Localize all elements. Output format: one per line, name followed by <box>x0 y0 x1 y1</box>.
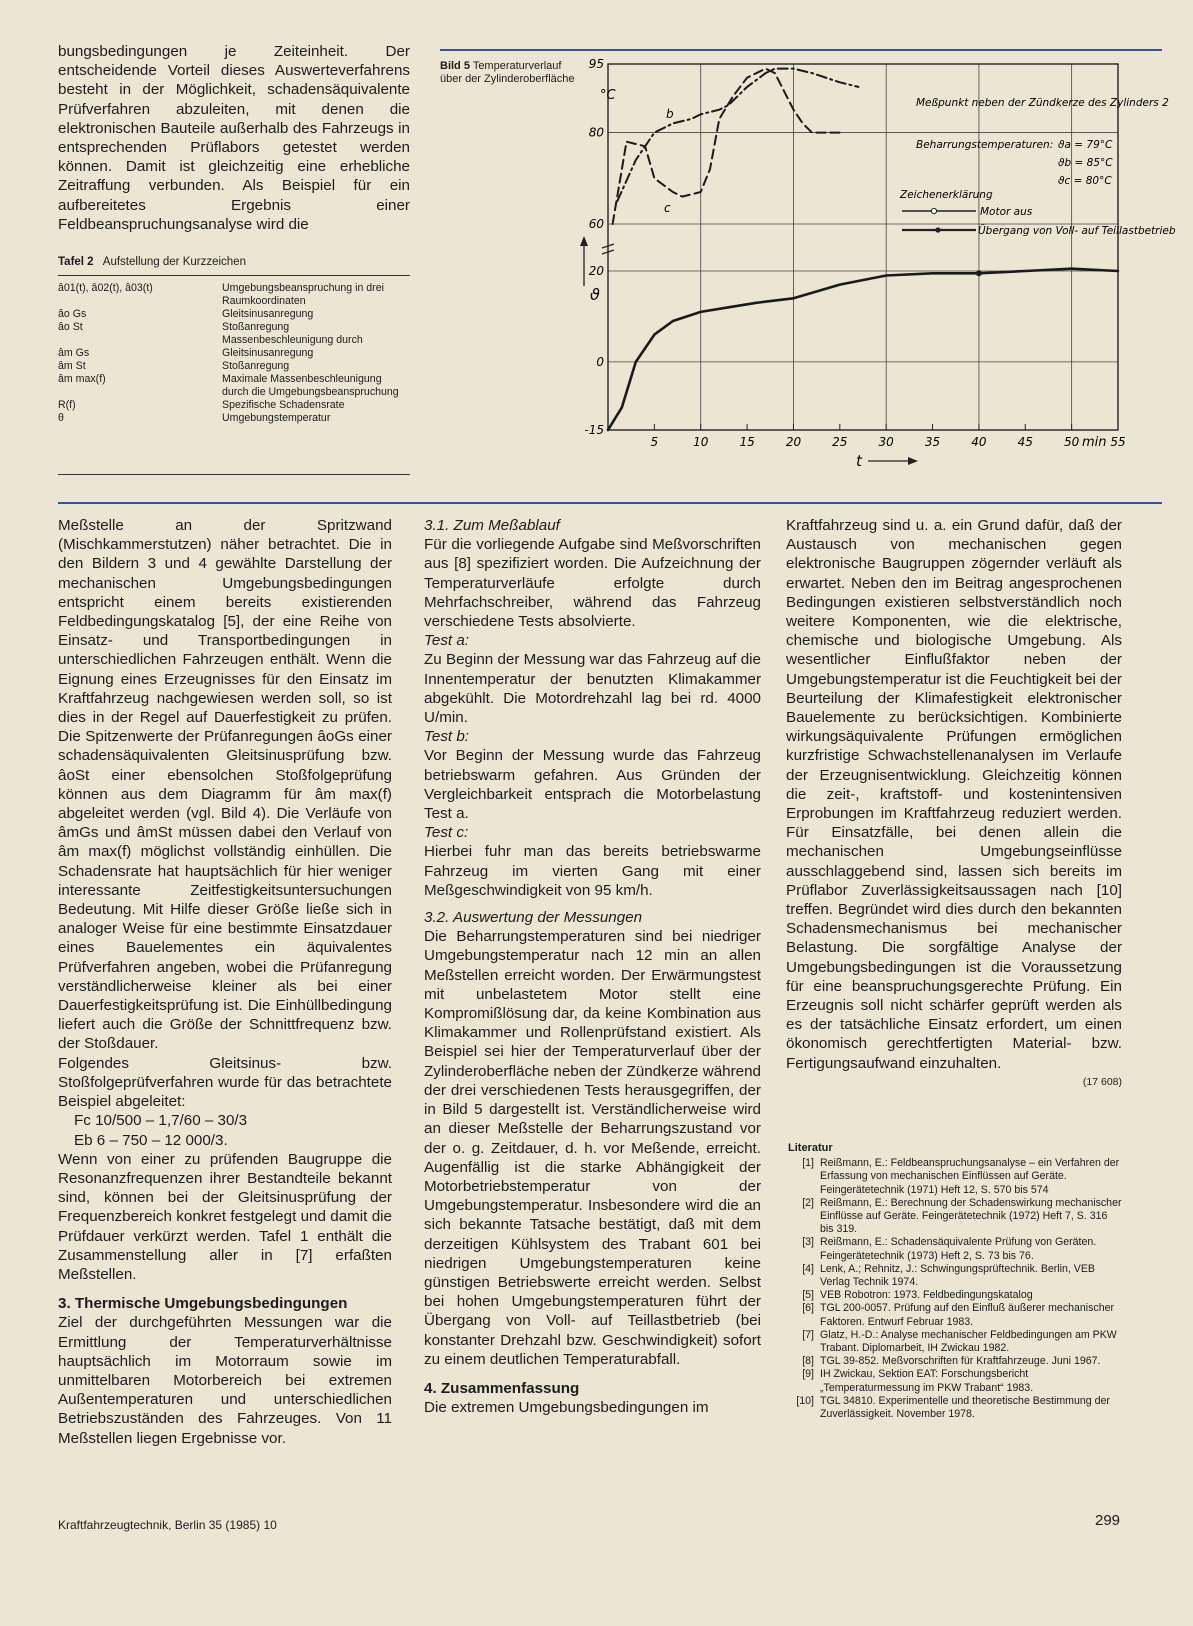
list-item: [9] IH Zwickau, Sektion EAT: Forschungsbericht „Temperaturmessung im PKW Trabant“ 1983. <box>802 1368 1034 1394</box>
chart-grid <box>608 64 1118 430</box>
formula: Fc 10/500 – 1,7/60 – 30/3 <box>74 1112 248 1130</box>
table-label: Tafel 2 <box>58 256 94 268</box>
paragraph: Zu Beginn der Messung war das Fahrzeug auf die Innentemperatur der benutzten Klimakammer abgekühlt. Die Motordrehzahl lag bei rd. 4000 U/min. <box>424 651 761 727</box>
x-axis-arrowhead <box>908 457 918 465</box>
table-cell-symbol: âm Gs <box>58 347 90 359</box>
transition-marker <box>976 270 982 276</box>
table-cell-symbol: R(f) <box>58 399 76 411</box>
annotation-beh-c: ϑc = 80°C <box>1058 175 1112 187</box>
paragraph: Die extremen Umgebungsbedingungen im <box>424 1399 709 1417</box>
col3-text <box>786 516 1122 1092</box>
table-cell-symbol: âm max(f) <box>58 373 106 385</box>
test-label: Test a: <box>424 632 470 650</box>
legend-motor-marker <box>931 208 936 213</box>
y-tick-label: 60 <box>588 217 604 231</box>
table-cell-description: Gleitsinusanregung <box>222 347 314 359</box>
y-tick-label: 20 <box>588 264 604 278</box>
x-tick-label: 55 <box>1110 435 1126 449</box>
list-item: [8] TGL 39-852. Meßvorschriften für Kraftfahrzeuge. Juni 1967. <box>802 1355 1101 1368</box>
table-cell-description: Spezifische Schadensrate <box>222 399 345 411</box>
table-row <box>58 321 410 334</box>
table-row <box>58 360 410 373</box>
series-line-a <box>608 269 1118 430</box>
table-cell-description: Maximale Massenbeschleunigung durch die Umgebungsbeanspruchung <box>222 373 399 398</box>
legend-uebergang: Übergang von Voll- auf Teillastbetrieb <box>978 225 1176 237</box>
table-cell-symbol: θ <box>58 412 64 424</box>
chart-annotation <box>899 97 1176 237</box>
table-row <box>58 347 410 360</box>
table-row <box>58 308 410 321</box>
table-rule-bottom <box>58 474 410 475</box>
paragraph: Hierbei fuhr man das bereits betriebswarme Fahrzeug im vierten Gang mit einer Meßgeschwindigkeit von 95 km/h. <box>424 843 761 899</box>
page-number: 299 <box>1095 1512 1121 1529</box>
x-tick-label: 15 <box>739 435 755 449</box>
table-cell-description: Massenbeschleunigung durch <box>222 334 363 346</box>
paragraph: Die Beharrungstemperaturen sind bei niedriger Umgebungstemperatur nach 12 min an allen Meßstellen erreicht worden. Der Erwärmungstest mit unbelastetem Motor stellt eine Kompromißlösung dar, da keine Kombination aus Klimakammer und Rollenprüfstand existiert. Als Beispiel sei hier der Temperaturverlauf über der Zylinderoberfläche neben der Zündkerze während der drei verschiedenen Tests herausgegriffen, der in Bild 5 dargestellt ist. Verständlicherweise wird an dieser Meßstelle der Beharrungszustand vor der o. g. Zeitdauer, d. h. vor Meßende, erreicht. Augenfällig ist die starke Abhängigkeit der Motorbetriebstemperatur von der Umgebungstemperatur. Insbesondere wird die an sich bekannte Tatsache bestätigt, daß mit dem derzeitigen Kühlsystem des Trabant 601 bei niedrigen Umgebungstemperaturen keine günstigen Betriebswerte erreicht werden. Selbst bei hohen Umgebungstemperaturen führt der Übergang von Voll- auf Teillastbetrieb (bei konstanter Drehzahl bzw. Geschwindigkeit) sofort zu einem deutlichen Temperaturabfall. <box>424 928 761 1368</box>
list-item: [3] Reißmann, E.: Schadensäquivalente Prüfung von Geräten. Feingerätetechnik (1973) Heft 2, S. 73 bis 76. <box>802 1236 1097 1262</box>
section-heading: 3. Thermische Umgebungsbedingungen <box>58 1295 348 1313</box>
annotation-beh-b: ϑb = 85°C <box>1058 157 1113 169</box>
table-row <box>58 282 410 308</box>
list-item: [5] VEB Robotron: 1973. Feldbedingungskatalog <box>802 1289 1033 1302</box>
curve-label-c: c <box>664 201 671 215</box>
chart-axes <box>602 64 1118 430</box>
x-tick-label: 25 <box>832 435 848 449</box>
test-label: Test c: <box>424 824 469 842</box>
paragraph: Folgendes Gleitsinus- bzw. Stoßfolgeprüfverfahren wurde für das betrachtete Beispiel abgeleitet: <box>58 1054 392 1111</box>
paragraph: Meßstelle an der Spritzwand (Mischkammerstutzen) näher betrachtet. Die in den Bildern 3 und 4 gewählte Darstellung der mechanischen Umgebungsbedingungen entspricht einem bereits existierenden Feldbedingungskatalog [5], der eine Reihe von Einsatz- und Transportbedingungen in unterschiedlichen Fahrzeugen enthält. Wenn die Eignung eines Erzeugnisses für den Einsatz im Kraftfahrzeug nachgewiesen werden soll, so ist dies in der Regel auf Dauerfestigkeit zu prüfen. Die Spitzenwerte der Prüfanregungen âoGs einer schadensäquivalenten Gleitsinusprüfung bzw. âoSt einer ebensolchen Stoßfolgeprüfung können aus dem Diagramm für âm max(f) abgeleitet werden (vgl. Bild 4). Die Verläufe von âmGs und âmSt müssen dabei den Verlauf von âm max(f) möglichst vollständig einhüllen. Die Schadensrate hat hauptsächlich für hier weniger interessante Zeitfestigkeitsuntersuchungen Bedeutung. Mit Hilfe dieser Größe ließe sich in analoger Weise für eine bestimmte Einsatzdauer eines Bauelementes ein äquivalentes Prüfverfahren angeben, wobei die Prüfanregung verständlicherweise kleiner als bei einer Dauerfestigkeitsprüfung ist. Die Einhüllbedingung liefert auch die Größe der Schnittfrequenz bzw. der Stoßdauer. <box>58 517 392 1053</box>
table-cell-symbol <box>58 334 222 347</box>
literature-heading: Literatur <box>788 1142 833 1154</box>
x-tick-label: 35 <box>924 435 941 449</box>
table-cell-description: Gleitsinusanregung <box>222 308 314 320</box>
y-axis-unit-label: °C <box>600 88 616 103</box>
table-cell-description: Umgebungstemperatur <box>222 412 331 424</box>
table-caption: Aufstellung der Kurzzeichen <box>102 256 246 268</box>
x-tick-label: 30 <box>878 435 894 449</box>
x-tick-label: 45 <box>1017 435 1033 449</box>
x-axis-unit: min <box>1082 435 1107 450</box>
annotation-title: Meßpunkt neben der Zündkerze des Zylinders 2 <box>916 97 1169 109</box>
y-tick-label: 80 <box>588 125 604 140</box>
series-line-c <box>613 69 840 224</box>
col2-text <box>424 516 761 1417</box>
y-tick-label: 95 <box>588 57 604 71</box>
y-tick-label: 0 <box>596 354 604 369</box>
annotation-beharrung: Beharrungstemperaturen: <box>916 139 1054 151</box>
x-tick-labels <box>651 424 1126 449</box>
curve-label-b: b <box>666 107 674 121</box>
table-row <box>58 373 410 399</box>
y-axis-symbol: ϑ <box>590 285 600 304</box>
x-tick-label: 10 <box>693 435 709 449</box>
paragraph: Für die vorliegende Aufgabe sind Meßvorschriften aus [8] spezifiziert worden. Die Aufzeichnung der Temperaturverläufe erfolgte durch Mehrfachschreiber, während das Fahrzeug verschiedene Tests absolvierte. <box>424 536 761 631</box>
article-reference: (17 608) <box>1082 1075 1122 1088</box>
literature-list <box>788 1142 1122 1421</box>
x-tick-label: 20 <box>785 435 802 449</box>
table-cell-symbol: â01(t), â02(t), â03(t) <box>58 282 153 294</box>
col1-top-text <box>58 42 410 234</box>
test-label: Test b: <box>424 728 470 746</box>
table-cell-symbol: âo Gs <box>58 308 87 320</box>
table-cell-description: Stoßanregung <box>222 360 290 372</box>
table-cell-description: Umgebungsbeanspruchung in drei Raumkoordinaten <box>222 282 384 307</box>
col1-bottom-text <box>58 516 392 1448</box>
chart-series <box>608 69 1118 430</box>
list-item: [7] Glatz, H.-D.: Analyse mechanischer Feldbedingungen am PKW Trabant. Diplomarbeit, IH Zwickau 1982. <box>802 1328 1117 1355</box>
table-cell-description: Stoßanregung <box>222 321 290 333</box>
list-item: [2] Reißmann, E.: Berechnung der Schadenswirkung mechanischer Einflüsse auf Geräte. Feingerätetechnik (1972) Heft 7, S. 316 bis 319. <box>802 1196 1122 1236</box>
section-heading: 4. Zusammenfassung <box>424 1379 580 1397</box>
annotation-beh-a: ϑa = 79°C <box>1058 139 1113 151</box>
table-title <box>58 256 246 268</box>
figure-label: Bild 5 <box>440 60 470 72</box>
paragraph: bungsbedingungen je Zeiteinheit. Der entscheidende Vorteil dieses Auswerteverfahrens besteht in der Möglichkeit, schadensäquivalente Prüfverfahren abzuleiten, mit denen die elektronischen Bauteile außerhalb des Fahrzeugs in entsprechenden Prüflabors getestet werden können. Damit ist gleichzeitig eine erhebliche Zeitraffung verbunden. Als Beispiel für ein aufbereitetes Ergebnis einer Feldbeanspruchungsanalyse wird die <box>58 43 410 233</box>
y-axis-arrowhead <box>580 236 588 246</box>
list-item: [4] Lenk, A.; Rehnitz, J.: Schwingungsprüftechnik. Berlin, VEB Verlag Technik 1974. <box>802 1262 1095 1289</box>
x-tick-label: 50 <box>1063 435 1080 449</box>
paragraph: Kraftfahrzeug sind u. a. ein Grund dafür, daß der Austausch von mechanischen gegen elektronische Baugruppen zögernder verläuft als erwartet. Neben den im Beitrag angesprochenen Bedingungen existieren selbstverständlich noch weitere Komponenten, wie die elektrische, chemische und biologische Umgebung. Als wesentlicher Einflußfaktor neben der Umgebungstemperatur ist die Feuchtigkeit bei der Beurteilung der Klimafestigkeit elektronischer Bauelemente zu berücksichtigen. Kombinierte wirkungsäquivalente Prüfungen ermöglichen kurzfristige Schwachstellenanalysen im Verlaufe der Erzeugnisentwicklung. Gleichzeitig können die zeit-, kraftstoff- und kostenintensiven Erprobungen im Kraftfahrzeug reduziert werden. Für Einsatzfälle, bei denen allein die mechanischen Umgebungseinflüsse ausschlaggebend sind, lassen sich bereits im Prüflabor Zuverlässigkeitsaussagen nach [10] treffen. Begründet wird dies durch den bekannten Schadensmechanismus bei mechanischer Belastung. Die sorgfältige Analyse der Umgebungsbedingungen ist die Voraussetzung für eine beanspruchungsgerechte Prüfung. Ein Erzeugnis soll nicht schärfer geprüft werden als es der tatsächliche Einsatz erfordert, um einen ökonomisch gerechtfertigten Material- bzw. Fertigungsaufwand einzuhalten. <box>786 517 1122 1072</box>
chart-frame <box>608 64 1118 430</box>
journal-footer: Kraftfahrzeugtechnik, Berlin 35 (1985) 10 <box>58 1518 277 1532</box>
legend-uebergang-marker <box>935 227 940 232</box>
table-cell-symbol: âm St <box>58 360 86 372</box>
table-row <box>58 399 410 412</box>
figure-rule-bottom <box>58 502 1162 504</box>
temperature-chart <box>578 54 1178 484</box>
formula: Eb 6 – 750 – 12 000/3. <box>74 1131 228 1149</box>
figure-rule-top <box>440 49 1162 51</box>
subsection-heading: 3.2. Auswertung der Messungen <box>424 909 643 927</box>
figure-caption <box>440 60 576 86</box>
subsection-heading: 3.1. Zum Meßablauf <box>424 517 560 534</box>
table-row <box>58 334 410 347</box>
x-tick-label: 5 <box>650 435 659 449</box>
list-item: [10] TGL 34810. Experimentelle und theoretische Bestimmung der Zuverlässigkeit. November 1978. <box>796 1394 1110 1421</box>
abbreviation-table <box>58 282 410 425</box>
y-tick-label: -15 <box>584 423 604 437</box>
x-axis-symbol: t <box>856 452 862 470</box>
paragraph: Wenn von einer zu prüfenden Baugruppe die Resonanzfrequenzen ihrer Bestandteile bekannt sind, können bei der Gleitsinusprüfung der Frequenzbereich konkret festgelegt und damit die Prüfdauer verkürzt werden. Tafel 1 enthält die Zusammenstellung aller in [7] erfaßten Meßstellen. <box>58 1150 392 1283</box>
table-cell-symbol: âo St <box>58 321 83 333</box>
paragraph: Ziel der durchgeführten Messungen war die Ermittlung der Temperaturverhältnisse hauptsächlich im Motorraum sowie im unmittelbaren Motorbereich bei extremen Außentemperaturen und unterschiedlichen Betriebszuständen des Fahrzeuges. Von 11 Meßstellen liegen Ergebnisse vor. <box>58 1314 392 1447</box>
legend-motor-aus: Motor aus <box>980 206 1033 218</box>
x-tick-label: 40 <box>971 435 987 449</box>
legend-title: Zeichenerklärung <box>900 189 993 201</box>
list-item: [1] Reißmann, E.: Feldbeanspruchungsanalyse – ein Verfahren der Erfassung von mechanischen Einflüssen auf Geräte. Feingerätetechnik (1971) Heft 12, S. 570 bis 574 <box>802 1157 1120 1196</box>
paragraph: Vor Beginn der Messung wurde das Fahrzeug betriebswarm gefahren. Aus Gründen der Vergleichbarkeit entsprach die Motorbelastung Test a. <box>424 747 761 823</box>
table-rule-top <box>58 275 410 276</box>
list-item: [6] TGL 200-0057. Prüfung auf den Einfluß äußerer mechanischer Faktoren. Entwurf Februar 1983. <box>802 1302 1115 1328</box>
table-row <box>58 412 410 425</box>
figure-caption-text: Temperaturverlauf über der Zylinderoberfläche <box>440 60 575 85</box>
y-tick-labels <box>584 57 604 437</box>
